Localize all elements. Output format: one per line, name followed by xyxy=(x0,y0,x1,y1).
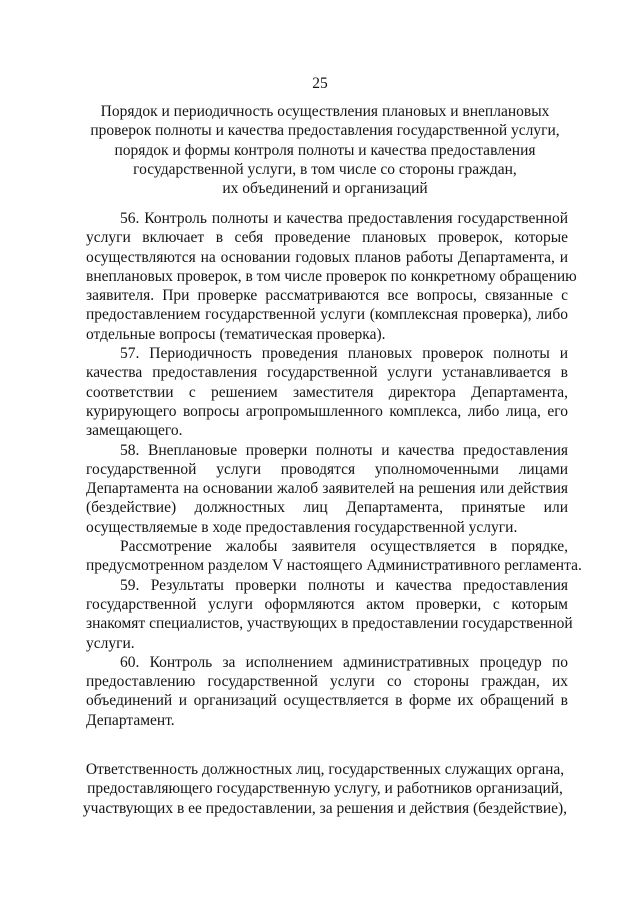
text-line: Департамент. xyxy=(86,711,175,729)
text-line: услуги включает в себя проведение плановых проверок, которые xyxy=(86,229,568,247)
heading-line: участвующих в ее предоставлении, за решения и действия (бездействие), xyxy=(82,799,568,817)
text-line: соответствии с решением заместителя директора Департамента, xyxy=(86,383,568,401)
paragraph-56 xyxy=(86,209,577,344)
text-line: 57. Периодичность проведения плановых проверок полноты и xyxy=(120,345,568,363)
text-line: (бездействие) должностных лиц Департамента, принятые или xyxy=(86,499,568,517)
text-line: отдельные вопросы (тематическая проверка). xyxy=(86,325,386,343)
text-line: предоставлению государственной услуги со стороны граждан, их xyxy=(86,673,568,691)
text-line: услуги. xyxy=(86,634,135,652)
page-number: 25 xyxy=(312,75,328,92)
paragraph-60 xyxy=(86,653,568,730)
text-line: объединений и организаций осуществляется в форме их обращений в xyxy=(86,692,568,710)
heading-line: Ответственность должностных лиц, государственных служащих органа, xyxy=(85,761,565,778)
body-text xyxy=(86,209,582,730)
text-line: Рассмотрение жалобы заявителя осуществляется в порядке, xyxy=(120,538,568,556)
text-line: осуществляются на основании годовых планов работы Департамента, и xyxy=(86,248,568,266)
text-line: знакомят специалистов, участвующих в предоставлении государственной xyxy=(86,615,573,633)
heading-line: порядок и формы контроля полноты и качества предоставления xyxy=(114,141,536,159)
text-line: качества предоставления государственной услуги устанавливается в xyxy=(86,364,568,382)
text-line: предусмотренном разделом V настоящего Административного регламента. xyxy=(86,557,582,575)
text-line: курирующего вопросы агропромышленного комплекса, либо лица, его xyxy=(86,402,568,420)
section-heading-responsibility xyxy=(70,760,580,818)
paragraph-complaint xyxy=(86,537,582,576)
text-line: 58. Внеплановые проверки полноты и качества предоставления xyxy=(120,441,568,459)
heading-line: Порядок и периодичность осуществления плановых и внеплановых xyxy=(100,103,550,120)
text-line: государственной услуги оформляются актом проверки, с которым xyxy=(86,595,568,613)
text-line: государственной услуги проводятся уполномоченными лицами xyxy=(86,460,568,478)
text-line: предоставлением государственной услуги (комплексная проверка), либо xyxy=(86,306,568,324)
text-line: внеплановых проверок, в том числе проверок по конкретному обращению xyxy=(86,267,577,285)
text-line: 56. Контроль полноты и качества предоставления государственной xyxy=(120,210,568,227)
text-line: 60. Контроль за исполнением административных процедур по xyxy=(120,653,568,671)
paragraph-58 xyxy=(86,441,568,537)
text-line: заявителя. При проверке рассматриваются все вопросы, связанные с xyxy=(86,287,568,305)
heading-line: их объединений и организаций xyxy=(222,180,428,198)
text-line: осуществляемые в ходе предоставления государственной услуги. xyxy=(86,518,518,536)
paragraph-57 xyxy=(86,344,568,440)
heading-line: предоставляющего государственную услугу, и работников организаций, xyxy=(87,780,563,798)
heading-line: проверок полноты и качества предоставления государственной услуги, xyxy=(90,122,560,140)
heading-line: государственной услуги, в том числе со стороны граждан, xyxy=(133,160,517,178)
section-heading-control xyxy=(70,102,580,198)
text-line: 59. Результаты проверки полноты и качества предоставления xyxy=(120,576,568,594)
text-line: Департамента на основании жалоб заявителей на решения или действия xyxy=(86,480,568,498)
text-line: замещающего. xyxy=(86,422,183,440)
paragraph-59 xyxy=(86,576,573,653)
